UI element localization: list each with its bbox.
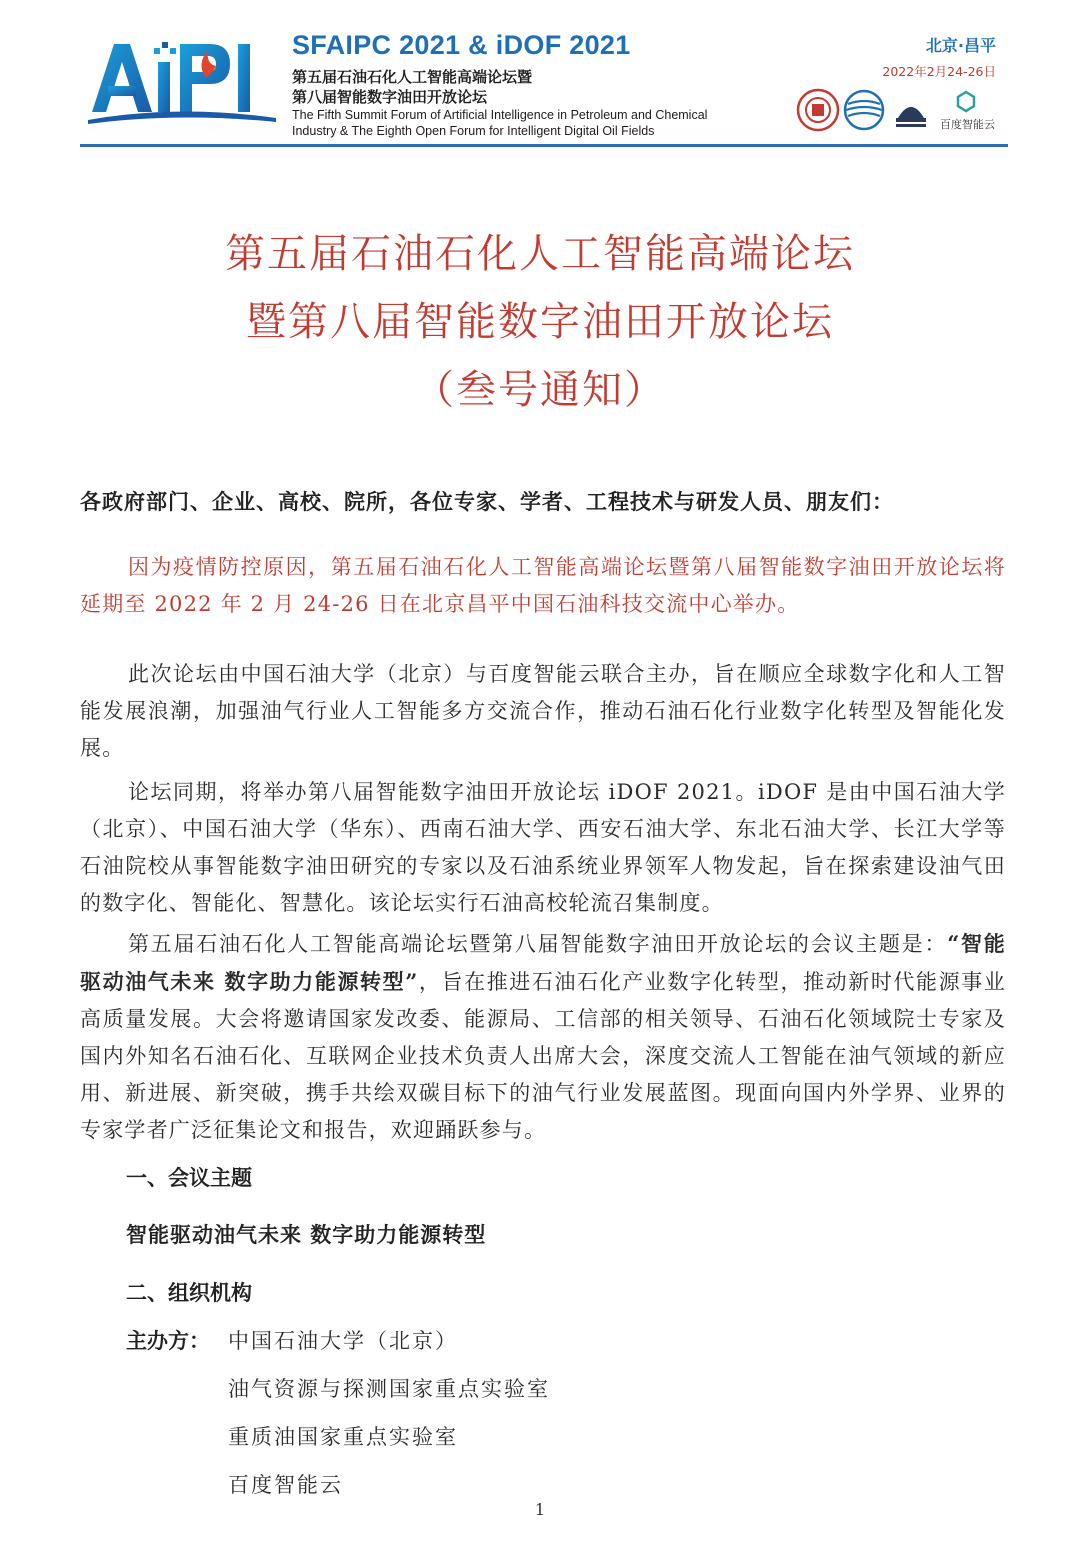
header-en-line2: Industry & The Eighth Open Forum for Intelligent Digital Oil Fields	[292, 124, 655, 138]
conference-theme: 智能驱动油气未来 数字助力能源转型	[126, 1222, 487, 1247]
page-number: 1	[534, 1500, 546, 1519]
header-en-line1: The Fifth Summit Forum of Artificial Intelligence in Petroleum and Chemical	[292, 108, 708, 122]
theme-quote: “智能驱动油气未来 数字助力能源转型”	[80, 931, 1006, 994]
paragraph-theme-body: ，旨在推进石油石化产业数字化转型，推动新时代能源事业高质量发展。大会将邀请国家发改委、能源局、工信部的相关领导、石油石化领域院士专家及国内外知名石油石化、互联网企业技术负责人出席大会，深度交流人工智能在油气领域的新应用、新进展、新突破，携手共绘双碳目标下的油气行业发展蓝图。现面向国内外学界、业界的专家学者广泛征集论文和报告，欢迎踊跃参与。	[80, 970, 1007, 1142]
header-cn-line1: 第五届石油石化人工智能高端论坛暨	[292, 68, 533, 86]
doc-title-line1: 第五届石油石化人工智能高端论坛	[225, 231, 855, 277]
paragraph-theme	[80, 925, 1006, 1149]
header-title: SFAIPC 2021 & iDOF 2021	[292, 30, 631, 60]
forum-logo	[88, 34, 276, 124]
forum-logo-graphic	[88, 34, 276, 124]
section-heading-organization: 二、组织机构	[126, 1280, 252, 1305]
organizer-item: 重质油国家重点实验室	[228, 1425, 458, 1449]
paragraph-theme-intro: 第五届石油石化人工智能高端论坛暨第八届智能数字油田开放论坛的会议主题是：	[128, 932, 948, 956]
header-divider	[80, 144, 1008, 147]
partner-baidu-cloud: 百度智能云	[940, 118, 995, 131]
organizer-item: 中国石油大学（北京）	[228, 1329, 458, 1353]
doc-title-line3: （叁号通知）	[414, 367, 666, 413]
paragraph-idof: 论坛同期，将举办第八届智能数字油田开放论坛 iDOF 2021。iDOF 是由中国石油大学（北京）、中国石油大学（华东）、西南石油大学、西安石油大学、东北石油大学、长江大学等石油院校从事智能数字油田研究的专家以及石油系统业界领军人物发起，旨在探索建设油气田的数字化、智能化、智慧化。该论坛实行石油高校轮流召集制度。	[80, 780, 1006, 915]
salutation: 各政府部门、企业、高校、院所，各位专家、学者、工程技术与研发人员、朋友们：	[80, 489, 894, 514]
paragraph-organizers: 此次论坛由中国石油大学（北京）与百度智能云联合主办，旨在顺应全球数字化和人工智能发展浪潮，加强油气行业人工智能多方交流合作，推动石油石化行业数字化转型及智能化发展。	[80, 662, 1006, 760]
section-heading-theme: 一、会议主题	[126, 1165, 252, 1190]
organizer-label: 主办方：	[126, 1328, 210, 1353]
doc-title-line2: 暨第八届智能数字油田开放论坛	[246, 299, 834, 345]
organizer-item: 油气资源与探测国家重点实验室	[228, 1377, 550, 1401]
header-cn-line2: 第八届智能数字油田开放论坛	[292, 88, 488, 106]
postponement-notice: 因为疫情防控原因，第五届石油石化人工智能高端论坛暨第八届智能数字油田开放论坛将延期至 2022 年 2 月 24-26 日在北京昌平中国石油科技交流中心举办。	[80, 555, 1006, 616]
header-date: 2022年2月24-26日	[882, 64, 996, 79]
organizer-item: 百度智能云	[228, 1473, 343, 1497]
header-location: 北京·昌平	[925, 36, 996, 55]
